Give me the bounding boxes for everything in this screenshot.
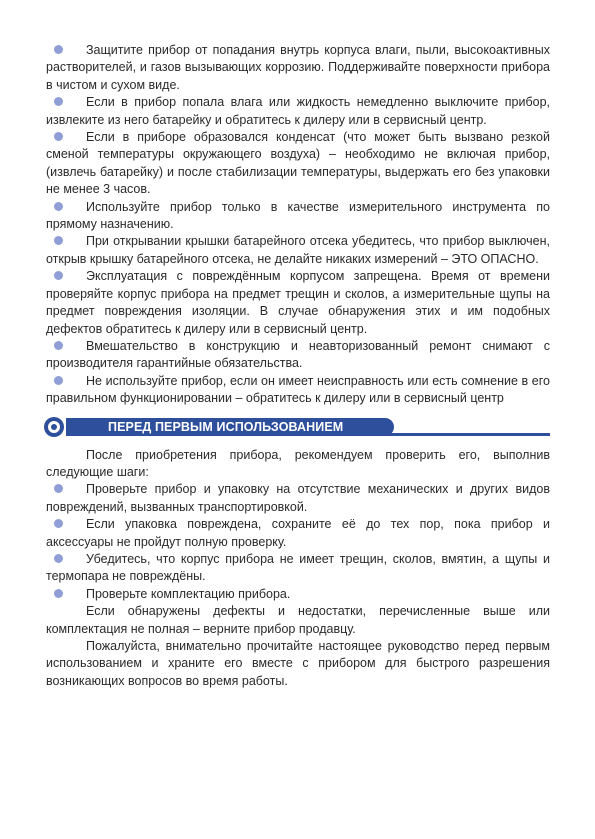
step-item [46,586,550,603]
step-text: Проверьте комплектацию прибора. [86,586,291,601]
warning-text: Эксплуатация с повреждённым корпусом запрещена. Время от времени проверяйте корпус прибора на предмет трещин и сколов, а измерительные щупы на предмет повреждения изоляции. В случае обнаружения этих и им подобных дефектов обратитесь к дилеру или в сервисный центр. [46,269,550,336]
warning-item [46,129,550,199]
warning-item [46,268,550,338]
intro-paragraph: После приобретения прибора, рекомендуем проверить его, выполнив следующие шаги: [46,447,550,479]
bullet-icon [54,97,63,106]
bullet-icon [54,202,63,211]
warning-text: Если в прибор попала влага или жидкость немедленно выключите прибор, извлеките из него батарейку и обратитесь к дилеру или в сервисный центр. [46,95,550,127]
bullet-icon [54,271,63,280]
warning-item [46,373,550,408]
step-item [46,551,550,586]
step-item [46,516,550,551]
manual-page [46,42,550,690]
warning-text: Не используйте прибор, если он имеет неисправность или есть сомнение в его правильном функционировании – обратитесь к дилеру или в сервисный центр [46,373,550,406]
section-header [44,417,550,437]
step-text: Убедитесь, что корпус прибора не имеет трещин, сколов, вмятин, а щупы и термопара не повреждёны. [46,551,550,584]
bullet-icon [54,519,63,528]
section-circle-icon [44,417,64,437]
bullet-icon [54,589,63,598]
section-title: ПЕРЕД ПЕРВЫМ ИСПОЛЬЗОВАНИЕМ [108,419,344,434]
bullet-icon [54,554,63,563]
step-item [46,481,550,516]
warning-item [46,42,550,94]
warning-text: Если в приборе образовался конденсат (что может быть вызвано резкой сменой температуры окружающего воздуха) – необходимо не включая прибор, (извлечь батарейку) и после стабилизации температуры, выдержать его без упаковки не менее 3 часов. [46,130,550,197]
bullet-icon [54,236,63,245]
closing-paragraph: Пожалуйста, внимательно прочитайте настоящее руководство перед первым использованием и храните его вместе с прибором для быстрого разрешения возникающих вопросов во время работы. [46,639,550,688]
step-text: Если упаковка повреждена, сохраните её до тех пор, пока прибор и аксессуары не пройдут полную проверку. [46,517,550,549]
bullet-icon [54,132,63,141]
warning-item [46,233,550,268]
warning-item [46,199,550,234]
defects-note: Если обнаружены дефекты и недостатки, перечисленные выше или комплектация не полная – верните прибор продавцу. [46,604,550,636]
bullet-icon [54,341,63,350]
bullet-icon [54,376,63,385]
warning-item [46,94,550,129]
bullet-icon [54,45,63,54]
warning-text: Вмешательство в конструкцию и неавторизованный ремонт снимают с производителя гарантийные обязательства. [46,338,550,371]
step-text: Проверьте прибор и упаковку на отсутствие механических и других видов повреждений, вызванных транспортировкой. [46,482,550,514]
warning-text: Используйте прибор только в качестве измерительного инструмента по прямому назначению. [46,199,550,232]
warning-text: Защитите прибор от попадания внутрь корпуса влаги, пыли, высокоактивных растворителей, и газов вызывающих коррозию. Поддерживайте поверхности прибора в чистом и сухом виде. [46,43,550,92]
bullet-icon [54,484,63,493]
warning-text: При открывании крышки батарейного отсека убедитесь, что прибор выключен, открыв крышку батарейного отсека, не делайте никаких измерений – ЭТО ОПАСНО. [46,234,550,266]
warning-item [46,338,550,373]
